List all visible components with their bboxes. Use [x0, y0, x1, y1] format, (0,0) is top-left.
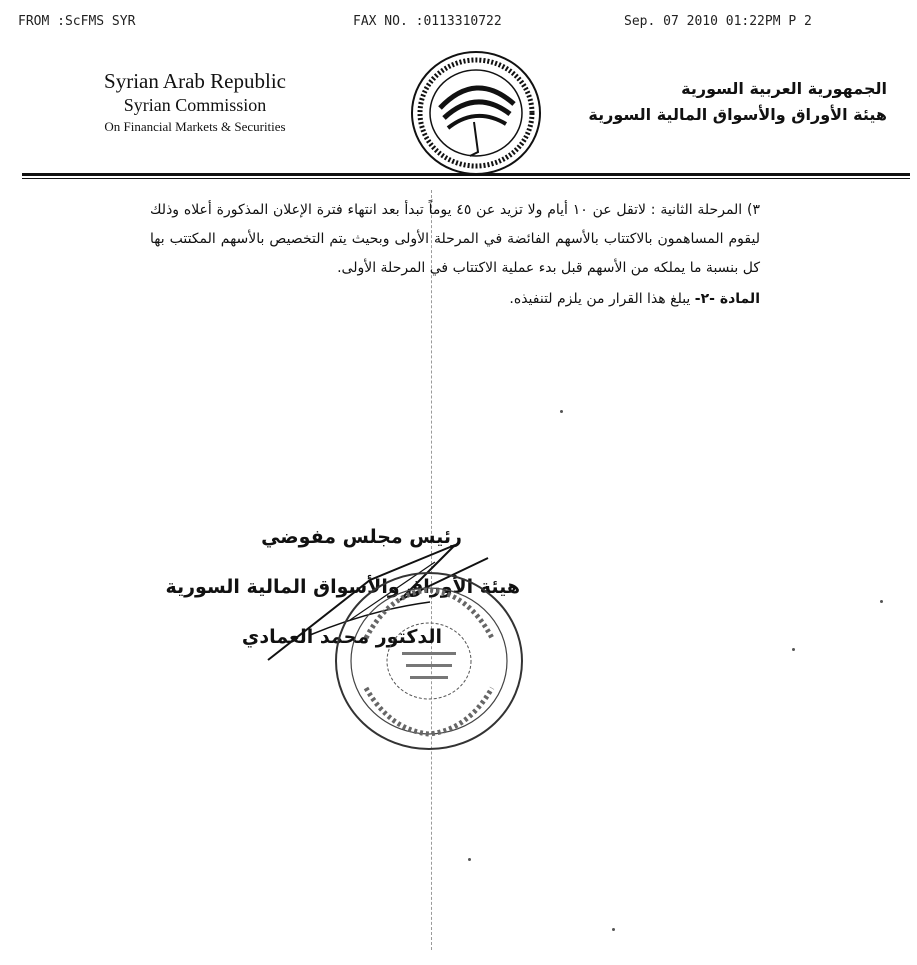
- letterhead-english-line1: Syrian Arab Republic: [104, 69, 286, 93]
- scan-speck: [612, 928, 615, 931]
- fax-from: FROM :ScFMS SYR: [18, 14, 136, 29]
- letterhead-english-line3: On Financial Markets & Securities: [104, 119, 286, 134]
- letterhead-english: [40, 68, 350, 138]
- letterhead-arabic: [577, 76, 887, 128]
- document-body: [150, 196, 760, 314]
- scan-speck: [792, 648, 795, 651]
- article-two: [150, 285, 760, 314]
- scan-speck: [560, 410, 563, 413]
- fax-transmission-header: [18, 14, 898, 36]
- paragraph-stage-two: ٣) المرحلة الثانية : لاتقل عن ١٠ أيام ولا تزيد عن ٤٥ يوماً تبدأ بعد انتهاء فترة الإعلان المذكورة أعلاه وذلك ليقوم المساهمون بالاكتتاب بالأسهم الفائضة في المرحلة الأولى وبحيث يتم التخصيص بالأسهم المكتتب بها كل بنسبة ما يملكه من الأسهم قبل بدء عملية الاكتتاب في المرحلة الأولى.: [150, 202, 760, 276]
- fax-date-page: Sep. 07 2010 01:22PM P 2: [624, 14, 812, 29]
- letterhead-arabic-line2: هيئة الأوراق والأسواق المالية السورية: [588, 105, 887, 124]
- header-divider-thin: [22, 178, 910, 179]
- official-stamp: [330, 568, 528, 754]
- scan-speck: [880, 600, 883, 603]
- letterhead-arabic-line1: الجمهورية العربية السورية: [681, 79, 887, 98]
- header-divider: [22, 173, 910, 176]
- commission-seal-logo: [408, 48, 544, 178]
- signature-title: رئيس مجلس مفوضي: [261, 526, 462, 548]
- signature-name: الدكتور محمد العمادي: [241, 626, 442, 648]
- signature-organization: هيئة الأوراق والأسواق المالية السورية: [165, 576, 520, 598]
- letterhead-english-line2: Syrian Commission: [123, 95, 267, 115]
- scan-speck: [468, 858, 471, 861]
- article-label: المادة -٢-: [694, 291, 760, 307]
- article-text: يبلغ هذا القرار من يلزم لتنفيذه.: [509, 291, 691, 307]
- fax-number: FAX NO. :0113310722: [353, 14, 502, 29]
